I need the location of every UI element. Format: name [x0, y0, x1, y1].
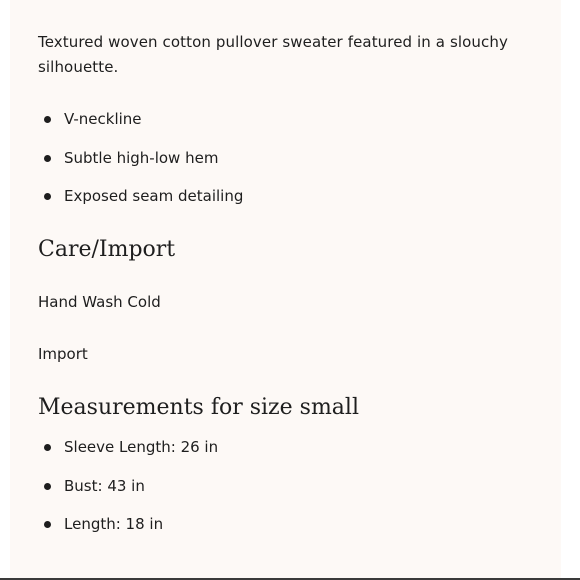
measurement-text: Length: 18 in [64, 515, 164, 533]
bullet-icon [44, 116, 51, 123]
measurement-text: Sleeve Length: 26 in [64, 438, 219, 456]
product-description: Textured woven cotton pullover sweater featured in a slouchy silhouette. [38, 33, 508, 76]
bullet-icon [44, 483, 51, 490]
bullet-icon [44, 521, 51, 528]
bullet-icon [44, 444, 51, 451]
care-heading: Care/Import [38, 237, 176, 262]
measurements-heading: Measurements for size small [38, 395, 359, 420]
care-wash-text: Hand Wash Cold [38, 293, 161, 311]
feature-text: Exposed seam detailing [64, 187, 244, 205]
bullet-icon [44, 193, 51, 200]
care-origin-text: Import [38, 345, 88, 363]
bullet-icon [44, 155, 51, 162]
measurement-text: Bust: 43 in [64, 477, 145, 495]
feature-text: V-neckline [64, 110, 142, 128]
feature-text: Subtle high-low hem [64, 149, 219, 167]
